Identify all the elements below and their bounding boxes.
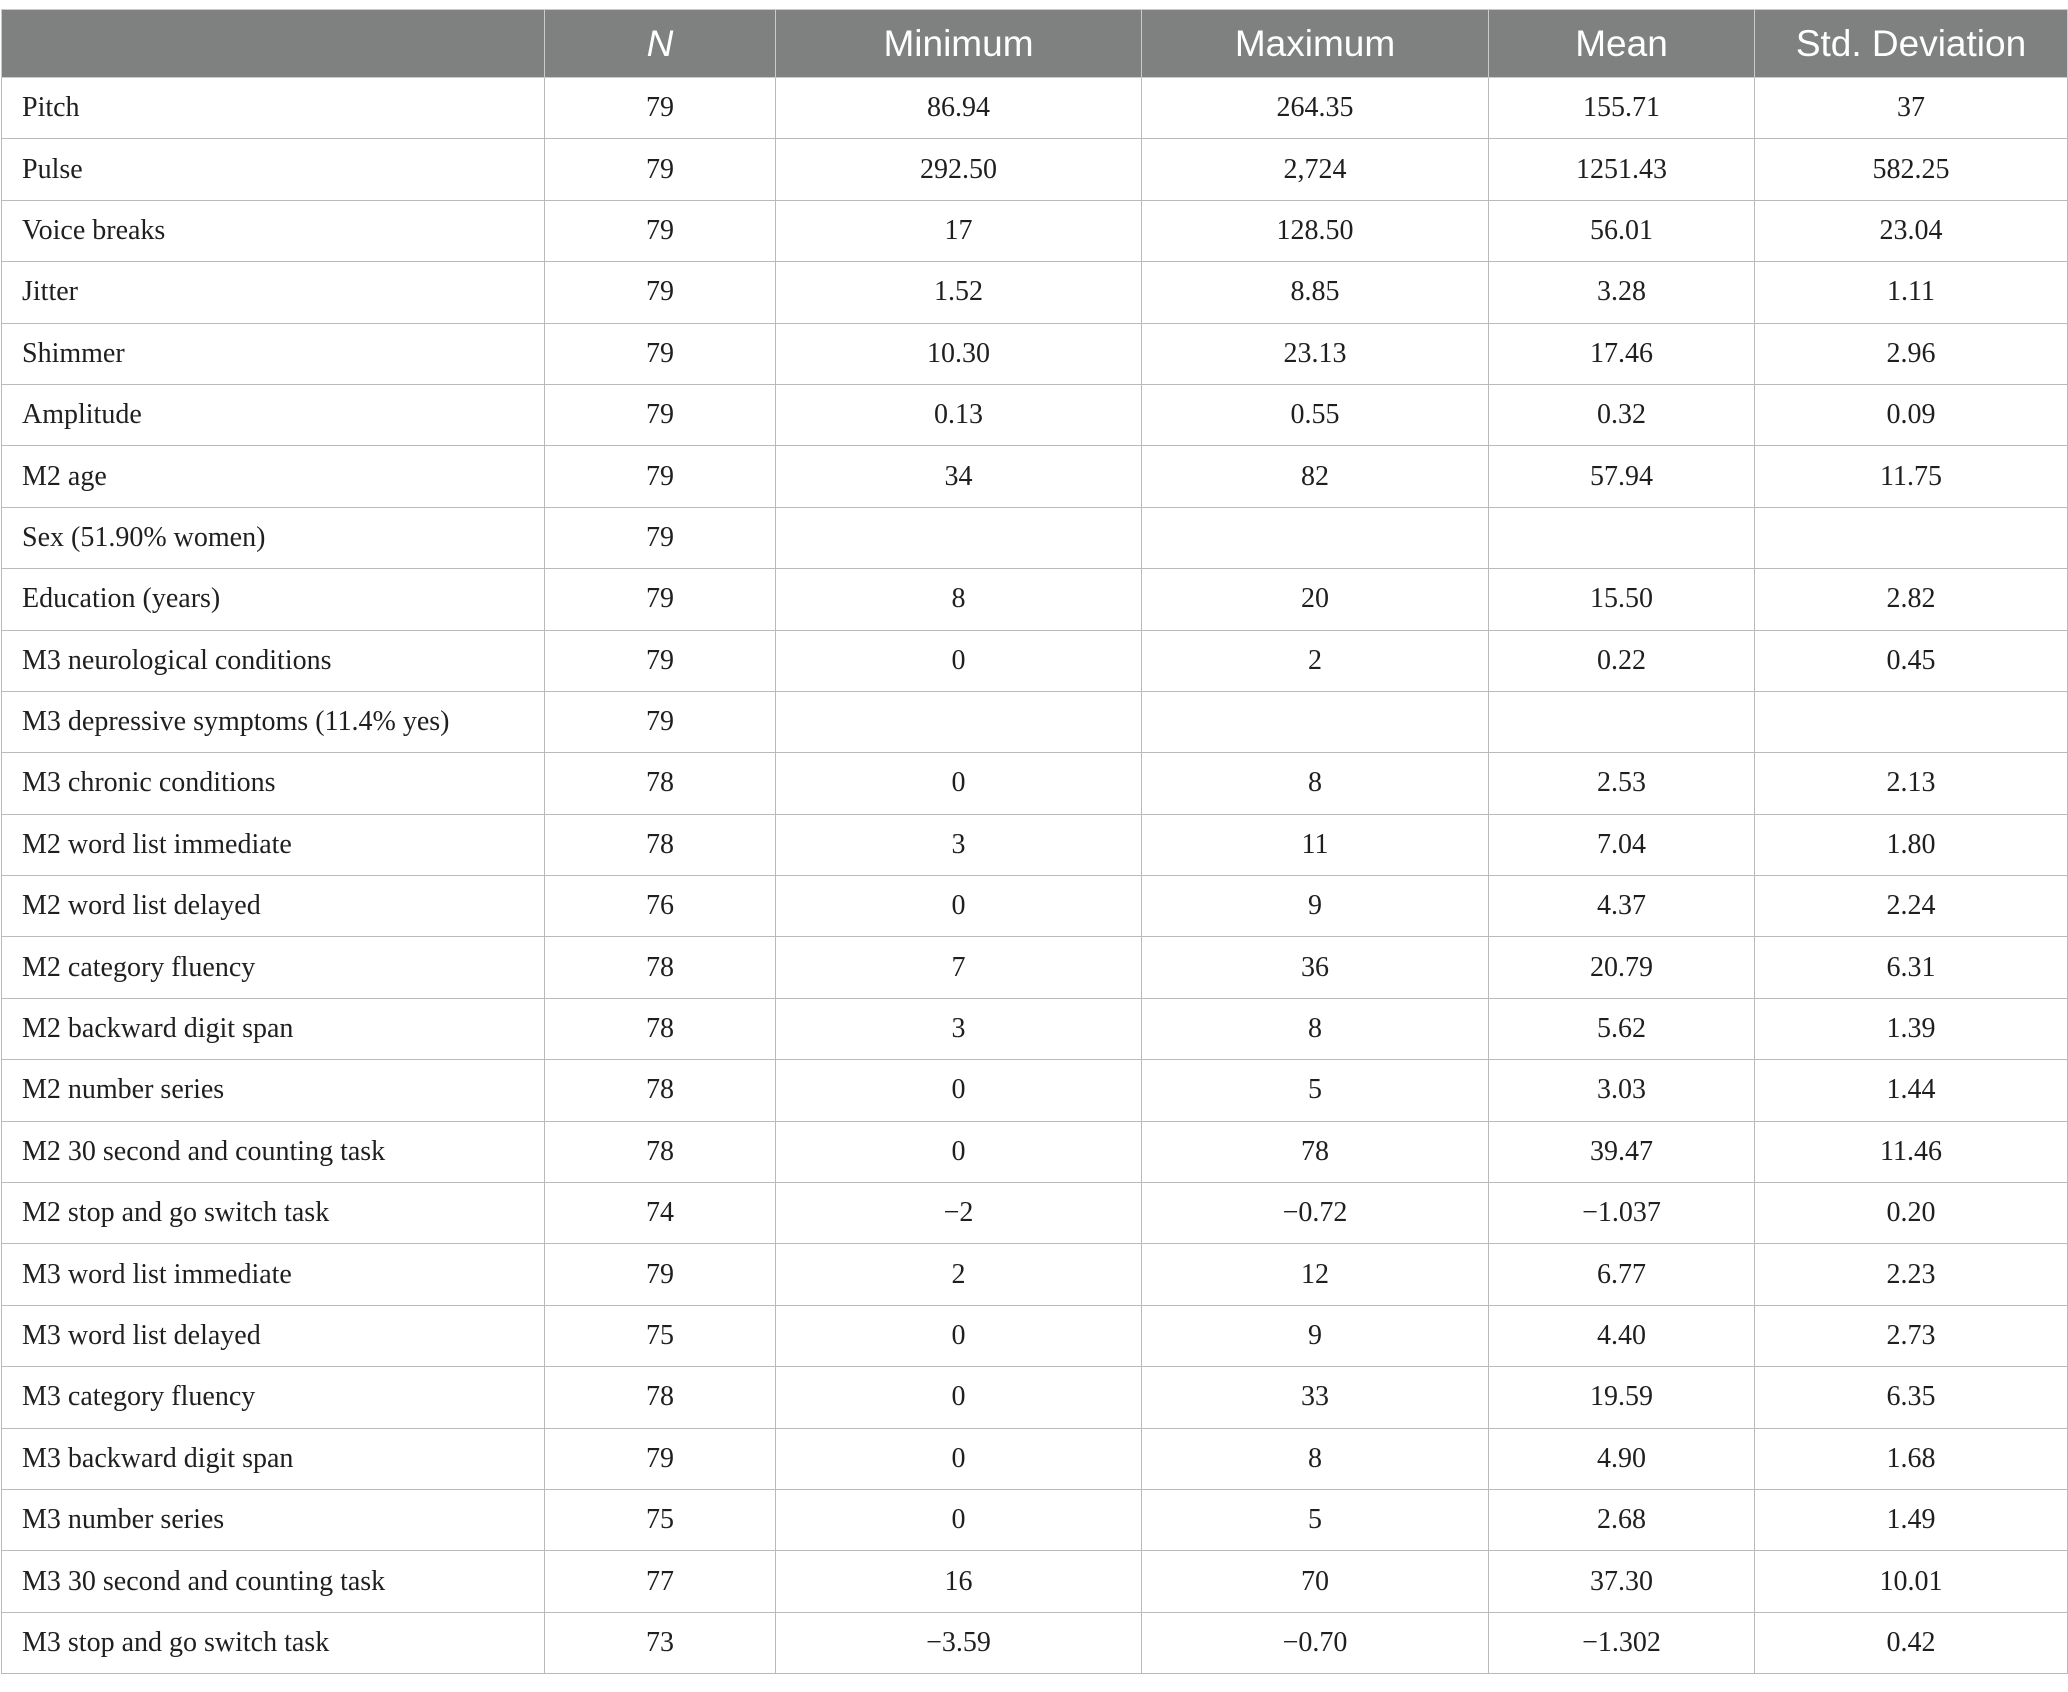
mean-cell: 20.79 — [1489, 937, 1755, 998]
variable-cell: M3 stop and go switch task — [2, 1612, 545, 1673]
minimum-cell: 34 — [776, 446, 1142, 507]
mean-cell — [1489, 507, 1755, 568]
table-row — [2, 1551, 2068, 1612]
std-deviation-cell: 0.45 — [1755, 630, 2068, 691]
variable-cell: M3 neurological conditions — [2, 630, 545, 691]
table-row — [2, 139, 2068, 200]
mean-cell: 0.32 — [1489, 384, 1755, 445]
minimum-cell: 0 — [776, 1060, 1142, 1121]
minimum-cell: −3.59 — [776, 1612, 1142, 1673]
minimum-cell: 3 — [776, 814, 1142, 875]
variable-cell: M3 number series — [2, 1489, 545, 1550]
mean-cell: 17.46 — [1489, 323, 1755, 384]
table-row — [2, 1489, 2068, 1550]
std-deviation-cell: 1.39 — [1755, 998, 2068, 1059]
n-cell: 79 — [545, 78, 776, 139]
std-deviation-cell: 1.49 — [1755, 1489, 2068, 1550]
maximum-cell: 9 — [1142, 876, 1489, 937]
minimum-cell: 0 — [776, 1305, 1142, 1366]
maximum-cell: −0.72 — [1142, 1183, 1489, 1244]
maximum-cell: 23.13 — [1142, 323, 1489, 384]
variable-cell: Shimmer — [2, 323, 545, 384]
table-row — [2, 1060, 2068, 1121]
maximum-cell — [1142, 691, 1489, 752]
mean-cell: 2.68 — [1489, 1489, 1755, 1550]
n-cell: 75 — [545, 1305, 776, 1366]
table-row — [2, 814, 2068, 875]
minimum-cell: 16 — [776, 1551, 1142, 1612]
minimum-cell: 0 — [776, 630, 1142, 691]
table-row — [2, 1305, 2068, 1366]
mean-cell: 56.01 — [1489, 200, 1755, 261]
maximum-cell: 5 — [1142, 1489, 1489, 1550]
minimum-cell: 0 — [776, 1367, 1142, 1428]
maximum-cell: 8 — [1142, 1428, 1489, 1489]
header-std-deviation: Std. Deviation — [1755, 10, 2068, 78]
std-deviation-cell — [1755, 507, 2068, 568]
maximum-cell: 128.50 — [1142, 200, 1489, 261]
maximum-cell: 78 — [1142, 1121, 1489, 1182]
n-cell: 74 — [545, 1183, 776, 1244]
header-row — [2, 10, 2068, 78]
mean-cell: 3.03 — [1489, 1060, 1755, 1121]
table-row — [2, 630, 2068, 691]
minimum-cell: 0 — [776, 1489, 1142, 1550]
std-deviation-cell: 0.09 — [1755, 384, 2068, 445]
maximum-cell: 5 — [1142, 1060, 1489, 1121]
variable-cell: M3 word list immediate — [2, 1244, 545, 1305]
table-row — [2, 937, 2068, 998]
variable-cell: M2 backward digit span — [2, 998, 545, 1059]
variable-cell: M2 category fluency — [2, 937, 545, 998]
variable-cell: Education (years) — [2, 569, 545, 630]
header-mean: Mean — [1489, 10, 1755, 78]
maximum-cell: 11 — [1142, 814, 1489, 875]
maximum-cell: 8 — [1142, 998, 1489, 1059]
n-cell: 73 — [545, 1612, 776, 1673]
minimum-cell: 292.50 — [776, 139, 1142, 200]
table-row — [2, 1244, 2068, 1305]
n-cell: 79 — [545, 262, 776, 323]
minimum-cell: 0 — [776, 753, 1142, 814]
std-deviation-cell: 37 — [1755, 78, 2068, 139]
std-deviation-cell: 582.25 — [1755, 139, 2068, 200]
std-deviation-cell: 6.31 — [1755, 937, 2068, 998]
table-row — [2, 1121, 2068, 1182]
mean-cell: 39.47 — [1489, 1121, 1755, 1182]
table-row — [2, 1367, 2068, 1428]
n-cell: 78 — [545, 937, 776, 998]
n-cell: 79 — [545, 200, 776, 261]
variable-cell: M2 age — [2, 446, 545, 507]
std-deviation-cell: 2.13 — [1755, 753, 2068, 814]
mean-cell: 0.22 — [1489, 630, 1755, 691]
variable-cell: M2 word list immediate — [2, 814, 545, 875]
std-deviation-cell: 1.80 — [1755, 814, 2068, 875]
table-row — [2, 998, 2068, 1059]
minimum-cell: −2 — [776, 1183, 1142, 1244]
table-row — [2, 262, 2068, 323]
mean-cell: 37.30 — [1489, 1551, 1755, 1612]
mean-cell: 4.37 — [1489, 876, 1755, 937]
minimum-cell: 1.52 — [776, 262, 1142, 323]
maximum-cell: 2 — [1142, 630, 1489, 691]
n-cell: 78 — [545, 1060, 776, 1121]
maximum-cell: 8.85 — [1142, 262, 1489, 323]
mean-cell: 6.77 — [1489, 1244, 1755, 1305]
minimum-cell: 10.30 — [776, 323, 1142, 384]
variable-cell: Amplitude — [2, 384, 545, 445]
minimum-cell: 0 — [776, 1121, 1142, 1182]
mean-cell: 4.90 — [1489, 1428, 1755, 1489]
mean-cell: 155.71 — [1489, 78, 1755, 139]
n-cell: 79 — [545, 139, 776, 200]
n-cell: 78 — [545, 753, 776, 814]
minimum-cell — [776, 507, 1142, 568]
table-row — [2, 1183, 2068, 1244]
maximum-cell: 70 — [1142, 1551, 1489, 1612]
table-row — [2, 78, 2068, 139]
maximum-cell: 20 — [1142, 569, 1489, 630]
maximum-cell: 0.55 — [1142, 384, 1489, 445]
minimum-cell: 2 — [776, 1244, 1142, 1305]
std-deviation-cell: 0.42 — [1755, 1612, 2068, 1673]
std-deviation-cell: 2.96 — [1755, 323, 2068, 384]
descriptive-statistics-table — [1, 9, 2068, 1674]
std-deviation-cell: 2.82 — [1755, 569, 2068, 630]
mean-cell: −1.037 — [1489, 1183, 1755, 1244]
variable-cell: M2 30 second and counting task — [2, 1121, 545, 1182]
mean-cell: 1251.43 — [1489, 139, 1755, 200]
maximum-cell: 36 — [1142, 937, 1489, 998]
table-header — [2, 10, 2068, 78]
mean-cell: 3.28 — [1489, 262, 1755, 323]
header-variable — [2, 10, 545, 78]
variable-cell: Pitch — [2, 78, 545, 139]
variable-cell: M3 category fluency — [2, 1367, 545, 1428]
minimum-cell: 17 — [776, 200, 1142, 261]
table-row — [2, 691, 2068, 752]
variable-cell: M3 30 second and counting task — [2, 1551, 545, 1612]
std-deviation-cell — [1755, 691, 2068, 752]
n-cell: 79 — [545, 384, 776, 445]
std-deviation-cell: 1.11 — [1755, 262, 2068, 323]
variable-cell: M2 word list delayed — [2, 876, 545, 937]
n-cell: 78 — [545, 814, 776, 875]
variable-cell: M2 number series — [2, 1060, 545, 1121]
mean-cell: 15.50 — [1489, 569, 1755, 630]
maximum-cell: 33 — [1142, 1367, 1489, 1428]
minimum-cell: 3 — [776, 998, 1142, 1059]
std-deviation-cell: 2.23 — [1755, 1244, 2068, 1305]
table-row — [2, 1428, 2068, 1489]
header-minimum: Minimum — [776, 10, 1142, 78]
variable-cell: Pulse — [2, 139, 545, 200]
std-deviation-cell: 2.73 — [1755, 1305, 2068, 1366]
n-cell: 78 — [545, 1121, 776, 1182]
std-deviation-cell: 2.24 — [1755, 876, 2068, 937]
minimum-cell: 0.13 — [776, 384, 1142, 445]
mean-cell: 7.04 — [1489, 814, 1755, 875]
n-cell: 76 — [545, 876, 776, 937]
maximum-cell: 12 — [1142, 1244, 1489, 1305]
table-body — [2, 78, 2068, 1674]
mean-cell: 2.53 — [1489, 753, 1755, 814]
minimum-cell: 7 — [776, 937, 1142, 998]
variable-cell: M2 stop and go switch task — [2, 1183, 545, 1244]
maximum-cell: −0.70 — [1142, 1612, 1489, 1673]
minimum-cell: 8 — [776, 569, 1142, 630]
table-row — [2, 507, 2068, 568]
n-cell: 77 — [545, 1551, 776, 1612]
n-cell: 79 — [545, 1428, 776, 1489]
maximum-cell: 8 — [1142, 753, 1489, 814]
table-row — [2, 446, 2068, 507]
n-cell: 79 — [545, 323, 776, 384]
table-row — [2, 323, 2068, 384]
maximum-cell: 264.35 — [1142, 78, 1489, 139]
maximum-cell: 82 — [1142, 446, 1489, 507]
n-cell: 78 — [545, 1367, 776, 1428]
table-row — [2, 1612, 2068, 1673]
std-deviation-cell: 6.35 — [1755, 1367, 2068, 1428]
n-cell: 79 — [545, 630, 776, 691]
mean-cell — [1489, 691, 1755, 752]
std-deviation-cell: 1.44 — [1755, 1060, 2068, 1121]
std-deviation-cell: 11.75 — [1755, 446, 2068, 507]
variable-cell: Sex (51.90% women) — [2, 507, 545, 568]
maximum-cell — [1142, 507, 1489, 568]
variable-cell: M3 depressive symptoms (11.4% yes) — [2, 691, 545, 752]
maximum-cell: 2,724 — [1142, 139, 1489, 200]
variable-cell: Voice breaks — [2, 200, 545, 261]
std-deviation-cell: 23.04 — [1755, 200, 2068, 261]
variable-cell: M3 chronic conditions — [2, 753, 545, 814]
mean-cell: 4.40 — [1489, 1305, 1755, 1366]
n-cell: 79 — [545, 691, 776, 752]
minimum-cell: 0 — [776, 1428, 1142, 1489]
n-cell: 79 — [545, 507, 776, 568]
header-n: N — [545, 10, 776, 78]
table-row — [2, 569, 2068, 630]
table-row — [2, 200, 2068, 261]
variable-cell: Jitter — [2, 262, 545, 323]
n-cell: 75 — [545, 1489, 776, 1550]
header-maximum: Maximum — [1142, 10, 1489, 78]
maximum-cell: 9 — [1142, 1305, 1489, 1366]
mean-cell: 57.94 — [1489, 446, 1755, 507]
std-deviation-cell: 11.46 — [1755, 1121, 2068, 1182]
table-row — [2, 753, 2068, 814]
minimum-cell: 0 — [776, 876, 1142, 937]
mean-cell: −1.302 — [1489, 1612, 1755, 1673]
mean-cell: 5.62 — [1489, 998, 1755, 1059]
n-cell: 79 — [545, 569, 776, 630]
std-deviation-cell: 1.68 — [1755, 1428, 2068, 1489]
table-row — [2, 876, 2068, 937]
n-cell: 78 — [545, 998, 776, 1059]
minimum-cell — [776, 691, 1142, 752]
n-cell: 79 — [545, 446, 776, 507]
table-row — [2, 384, 2068, 445]
variable-cell: M3 backward digit span — [2, 1428, 545, 1489]
minimum-cell: 86.94 — [776, 78, 1142, 139]
variable-cell: M3 word list delayed — [2, 1305, 545, 1366]
mean-cell: 19.59 — [1489, 1367, 1755, 1428]
n-cell: 79 — [545, 1244, 776, 1305]
std-deviation-cell: 10.01 — [1755, 1551, 2068, 1612]
std-deviation-cell: 0.20 — [1755, 1183, 2068, 1244]
